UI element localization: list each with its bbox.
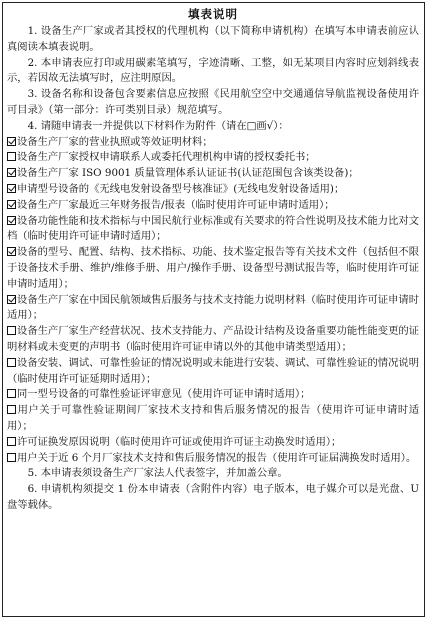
instruction-6: 6. 申请机构须提交 1 份本申请表（含附件内容）电子版本，电子媒介可以是光盘、U 盘等载体。 [7,483,419,511]
checklist-item [7,451,419,467]
checklist-item-label: 设备的型号、配置、结构、技术指标、功能、技术鉴定报告等有关技术文件（包括但不限于设备技术手册、维护/维修手册、用户/操作手册、设备型号测试报告等，临时使用许可证申请时适用）； [7,246,419,290]
checklist-item-label: 同一型号设备的可靠性验证评审意见（使用许可证申请时适用）； [17,388,311,401]
checklist-item-label: 许可证换发原因说明（临时使用许可证或使用许可证主动换发时适用）； [17,435,342,448]
checked-checkbox-icon[interactable] [7,200,16,209]
checklist-item [7,435,419,451]
checklist-item-label: 设备生产厂家 ISO 9001 质量管理体系认证证书(认证范围包含该类设备)； [17,167,359,180]
checked-checkbox-icon[interactable] [7,168,16,177]
checklist-item [7,198,419,214]
checklist-item [7,324,419,356]
attachment-checklist [7,135,419,467]
page-title: 填表说明 [188,7,238,21]
checked-checkbox-icon[interactable] [7,247,16,256]
instruction-5: 5. 本申请表须设备生产厂家法人代表签字，并加盖公章。 [27,467,288,480]
checked-checkbox-icon[interactable] [7,216,16,225]
checklist-item [7,245,419,292]
checklist-item-label: 设备功能性能和技术指标与中国民航行业标准或有关要求的符合性说明及技术能力比对文档（临时使用许可证申请时适用）； [7,214,419,243]
checklist-item [7,387,419,403]
checkbox-icon[interactable] [7,405,16,414]
checkbox-icon[interactable] [7,389,16,398]
instruction-1: 1. 设备生产厂家或者其授权的代理机构（以下简称申请机构）在填写本申请表前应认真阅读本填表说明。 [7,25,419,53]
checkbox-icon[interactable] [7,437,16,446]
checklist-item-label: 设备生产厂家授权申请联系人或委托代理机构申请的授权委托书； [17,151,316,164]
checklist-item-label: 设备生产厂家生产经营状况、技术支持能力、产品设计结构及设备重要功能性能变更的证明材料或未变更的声明书（临时使用许可证申请以外的其他申请类型适用）； [7,325,419,353]
checklist-item [7,356,419,388]
instruction-4: 4. 请随申请表一并提供以下材料作为附件（请在□画√）： [27,119,289,132]
checked-checkbox-icon[interactable] [7,184,16,193]
checkbox-icon[interactable] [7,358,16,367]
instruction-2: 2. 本申请表应打印或用碳素笔填写，字迹清晰、工整，如无某项目内容时应划斜线表示，若因故无法填写时，应注明原因。 [7,56,419,85]
checklist-item-label: 设备生产厂家在中国民航领域售后服务与技术支持能力说明材料（临时使用许可证申请时适用）； [7,293,419,322]
checklist-item [7,293,419,325]
checked-checkbox-icon[interactable] [7,137,16,146]
checklist-item [7,166,419,182]
checklist-item [7,214,419,246]
checklist-item [7,150,419,166]
checklist-item-label: 设备生产厂家最近三年财务报告/报表（临时使用许可证申请时适用）； [17,198,335,211]
checklist-item-label: 申请型号设备的《无线电发射设备型号核准证》(无线电发射设备适用)； [17,182,345,195]
checklist-item [7,135,419,151]
checklist-item-label: 用户关于近 6 个月厂家技术支持和售后服务情况的报告（使用许可证届满换发时适用）。 [17,451,417,464]
instruction-3: 3. 设备名称和设备包含要素信息应按照《民用航空空中交通通信导航监视设备使用许可目录》（第一部分：许可类别目录）规范填写。 [7,88,419,116]
checked-checkbox-icon[interactable] [7,295,16,304]
checklist-item [7,403,419,435]
checklist-item-label: 设备安装、调试、可靠性验证的情况说明或未能进行安装、调试、可靠性验证的情况说明（临时使用许可证延期时适用）； [7,356,419,385]
checklist-item-label: 设备生产厂家的营业执照或等效证明材料； [17,135,213,148]
checkbox-icon[interactable] [7,453,16,462]
checklist-item-label: 用户关于可靠性验证期间厂家技术支持和售后服务情况的报告（使用许可证申请时适用）； [7,404,419,432]
instructions-panel [2,2,425,617]
checklist-item [7,182,419,198]
checkbox-icon[interactable] [7,326,16,335]
checkbox-icon[interactable] [7,152,16,161]
